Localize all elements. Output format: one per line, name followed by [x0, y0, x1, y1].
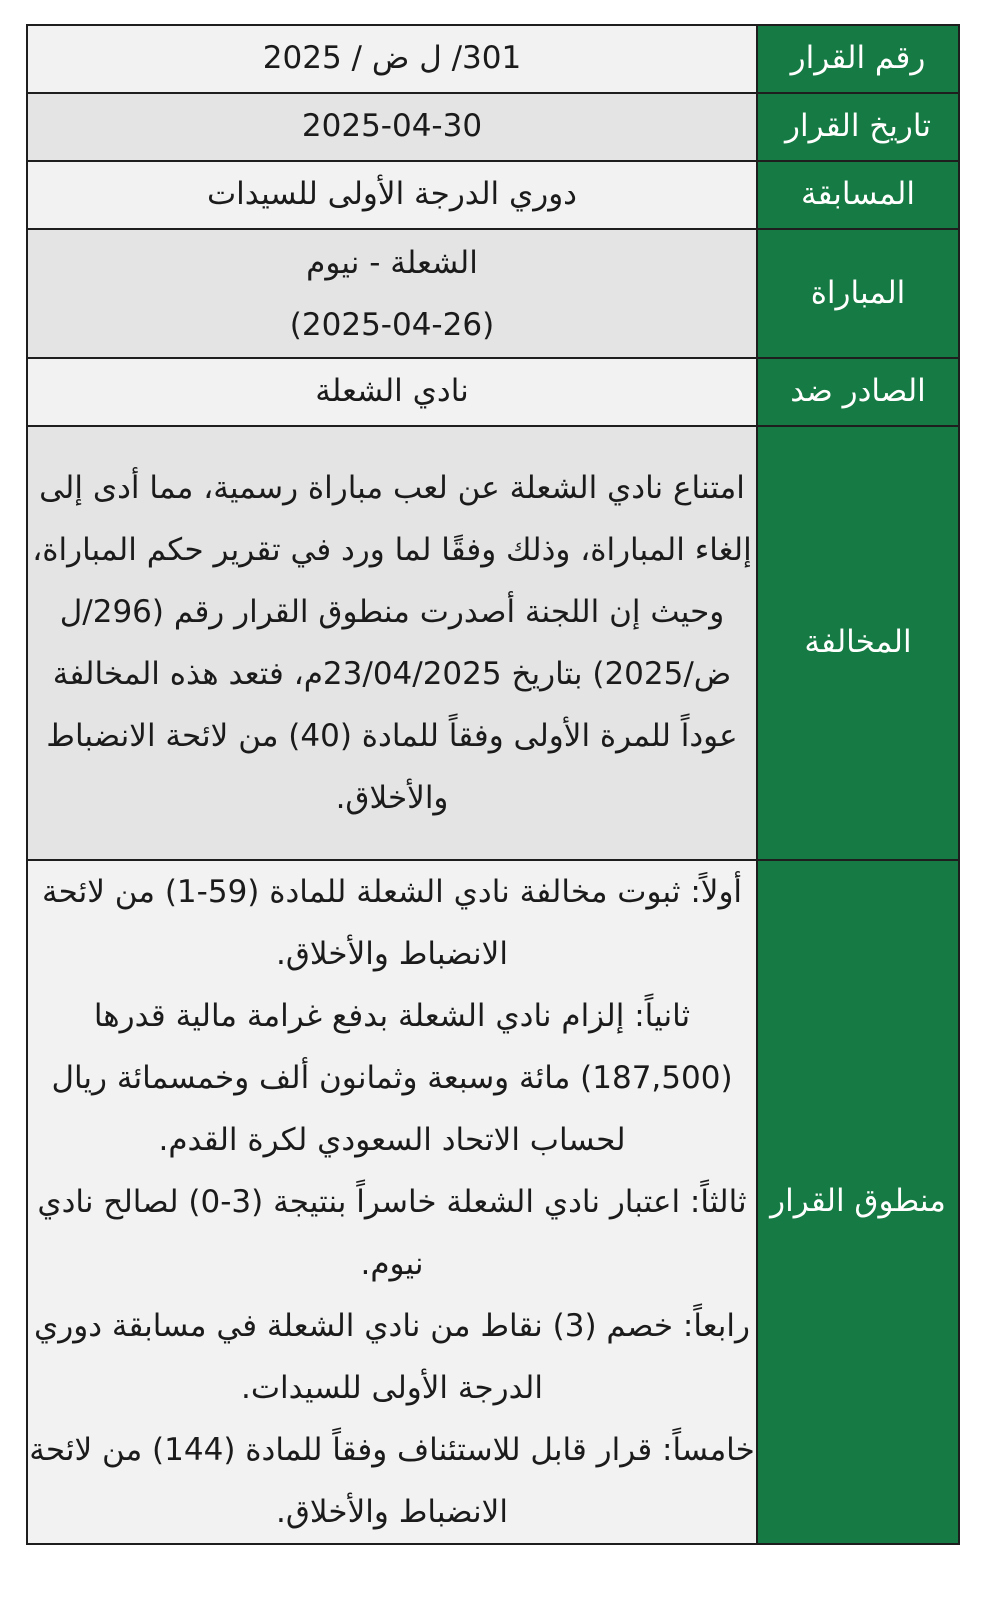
row-ruling	[27, 860, 959, 1544]
decision-number-value: 301/ ل ض / 2025	[27, 25, 757, 93]
row-competition	[27, 161, 959, 229]
row-match	[27, 229, 959, 358]
decision-date-value: 2025-04-30	[27, 93, 757, 161]
decision-date-label: تاريخ القرار	[757, 93, 959, 161]
violation-text: امتناع نادي الشعلة عن لعب مباراة رسمية، مما أدى إلى إلغاء المباراة، وذلك وفقًا لما ورد في تقرير حكم المباراة، وحيث إن اللجنة أصدرت منطوق القرار رقم (296/ل ض/2025) بتاريخ 23/04/2025م، فتعد هذه المخالفة عوداً للمرة الأولى وفقاً للمادة (40) من لائحة الانضباط والأخلاق.	[27, 426, 757, 860]
ruling-item-1: أولاً: ثبوت مخالفة نادي الشعلة للمادة (59-1) من لائحة الانضباط والأخلاق.	[41, 874, 743, 972]
ruling-label: منطوق القرار	[757, 860, 959, 1544]
row-issued-against	[27, 358, 959, 426]
decision-number-label: رقم القرار	[757, 25, 959, 93]
ruling-item-4: رابعاً: خصم (3) نقاط من نادي الشعلة في مسابقة دوري الدرجة الأولى للسيدات.	[34, 1308, 750, 1406]
match-teams: الشعلة - نيوم	[306, 244, 478, 281]
row-violation	[27, 426, 959, 860]
competition-label: المسابقة	[757, 161, 959, 229]
row-decision-number	[27, 25, 959, 93]
match-value	[27, 229, 757, 358]
match-date: (2025-04-26)	[289, 306, 495, 343]
ruling-item-5: خامساً: قرار قابل للاستئناف وفقاً للمادة (144) من لائحة الانضباط والأخلاق.	[29, 1432, 755, 1530]
issued-against-value: نادي الشعلة	[27, 358, 757, 426]
row-decision-date	[27, 93, 959, 161]
violation-label: المخالفة	[757, 426, 959, 860]
issued-against-label: الصادر ضد	[757, 358, 959, 426]
ruling-text	[27, 860, 757, 1544]
ruling-item-2: ثانياً: إلزام نادي الشعلة بدفع غرامة مالية قدرها (187,500) مائة وسبعة وثمانون ألف وخمسمائة ريال لحساب الاتحاد السعودي لكرة القدم.	[51, 998, 733, 1158]
match-label: المباراة	[757, 229, 959, 358]
competition-value: دوري الدرجة الأولى للسيدات	[27, 161, 757, 229]
decision-table	[26, 24, 960, 1545]
ruling-item-3: ثالثاً: اعتبار نادي الشعلة خاسراً بنتيجة (3-0) لصالح نادي نيوم.	[37, 1184, 747, 1282]
